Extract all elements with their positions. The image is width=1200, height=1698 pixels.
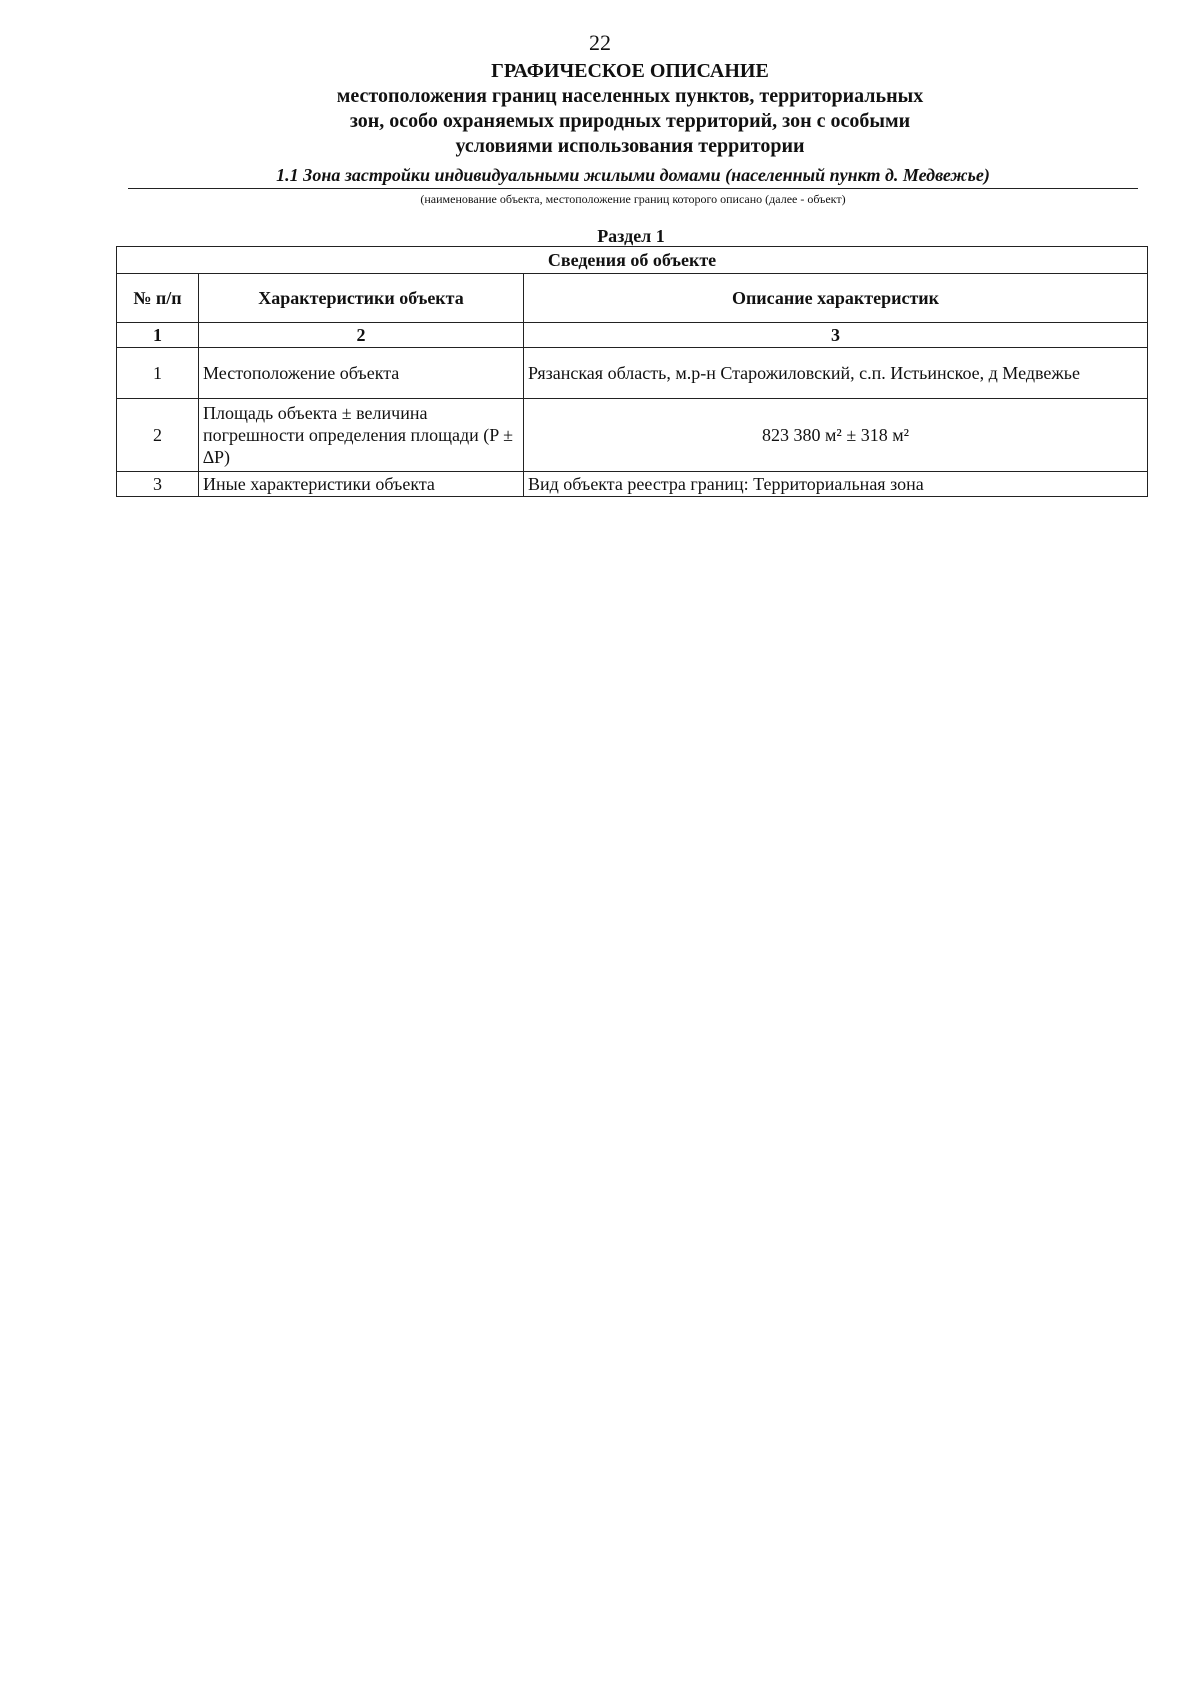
object-caption: (наименование объекта, местоположение границ которого описано (далее - объект) [420, 192, 846, 206]
subtitle-line: местоположения границ населенных пунктов, территориальных [336, 85, 924, 107]
table-caption: Сведения об объекте [117, 247, 1148, 274]
column-number: 2 [199, 323, 524, 348]
row-characteristic: Иные характеристики объекта [199, 472, 524, 497]
table-row [117, 399, 1148, 472]
column-number-row [117, 323, 1148, 348]
row-number: 2 [117, 399, 199, 472]
row-description: Рязанская область, м.р-н Старожиловский, с.п. Истьинское, д Медвежье [524, 348, 1148, 399]
column-number: 3 [524, 323, 1148, 348]
header-number: № п/п [117, 274, 199, 323]
table-row [117, 348, 1148, 399]
table-header-row [117, 274, 1148, 323]
table-row [117, 472, 1148, 497]
section-title: Раздел 1 [597, 226, 665, 246]
object-name-underline [128, 188, 1138, 189]
subtitle-line: условиями использования территории [455, 135, 805, 157]
document-subtitle [0, 84, 1200, 159]
row-characteristic: Местоположение объекта [199, 348, 524, 399]
column-number: 1 [117, 323, 199, 348]
document-title: ГРАФИЧЕСКОЕ ОПИСАНИЕ [491, 60, 769, 82]
object-name: 1.1 Зона застройки индивидуальными жилыми домами (населенный пункт д. Медвежье) [276, 165, 990, 185]
object-info-table [116, 246, 1148, 497]
header-characteristic: Характеристики объекта [199, 274, 524, 323]
table-caption-row [117, 247, 1148, 274]
subtitle-line: зон, особо охраняемых природных территорий, зон с особыми [349, 110, 911, 132]
row-number: 3 [117, 472, 199, 497]
row-characteristic: Площадь объекта ± величина погрешности определения площади (P ± ∆P) [199, 399, 524, 472]
row-description: Вид объекта реестра границ: Территориальная зона [524, 472, 1148, 497]
header-description: Описание характеристик [524, 274, 1148, 323]
page-number: 22 [589, 30, 611, 55]
row-number: 1 [117, 348, 199, 399]
row-description: 823 380 м² ± 318 м² [524, 399, 1148, 472]
